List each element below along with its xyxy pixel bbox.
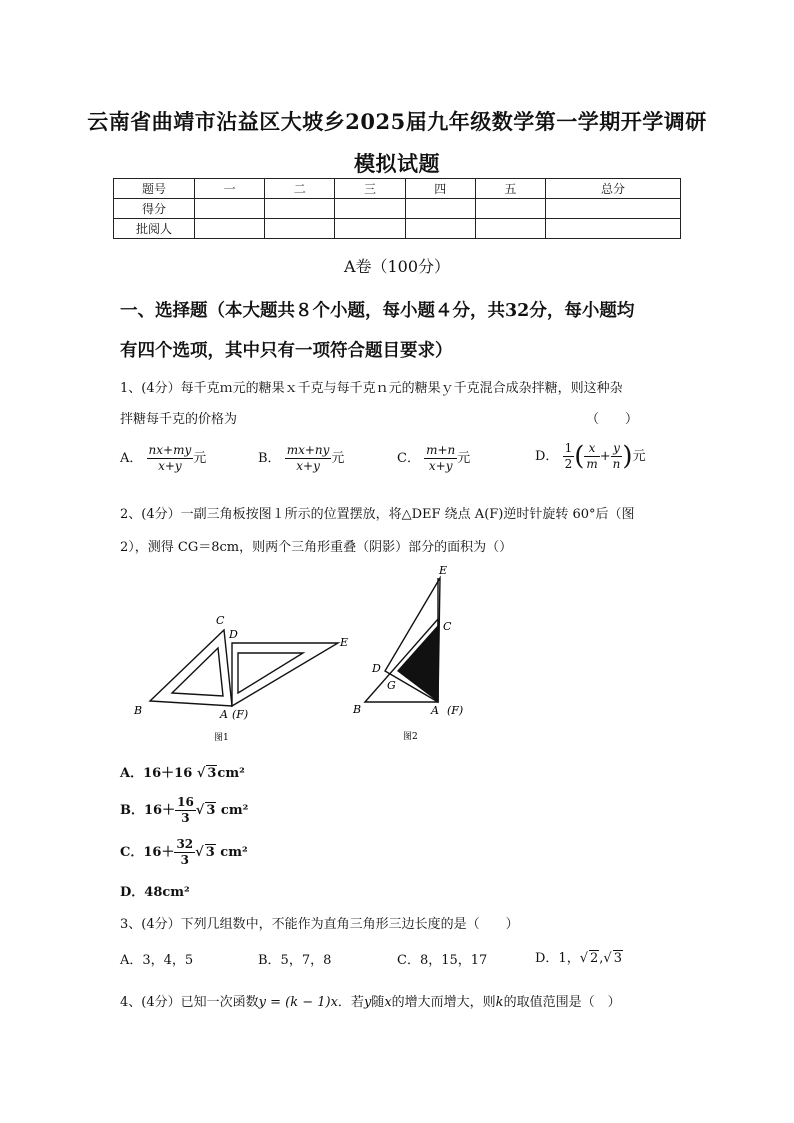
q1-option-a[interactable]: A． $\frac{nx+my}{x+y}$ 元: [120, 443, 207, 473]
q2-option-c[interactable]: C．16＋ $\frac{32}{3}$ √ 3 cm²: [120, 837, 248, 867]
score-cell[interactable]: [475, 199, 545, 219]
score-cell[interactable]: [265, 219, 335, 239]
option-label: C．: [397, 451, 420, 466]
fig2-label-g: G: [387, 679, 396, 692]
score-cell[interactable]: [335, 219, 405, 239]
q2-option-d[interactable]: D．48cm²: [120, 885, 190, 900]
q4-text: 4、(4分）已知一次函数y = (k − 1)x．若y随x的增大而增大，则k的取值范围是（ ）: [120, 995, 621, 1010]
q1-option-d[interactable]: D． $\frac{1}{2}$ ( $\frac{x}{m}$ + $\frac{y}{n}$ )元: [535, 441, 646, 472]
score-cell[interactable]: [405, 199, 475, 219]
exam-title-line2: 模拟试题: [354, 151, 440, 176]
score-header-cell: 五: [475, 179, 545, 199]
fig1-caption: 图1: [214, 733, 229, 743]
fraction: $\frac{nx+my}{x+y}$: [148, 443, 192, 473]
fig2-caption: 图2: [403, 732, 418, 742]
fig1-label-f: (F): [232, 708, 249, 721]
fig2-label-b: B: [353, 703, 362, 716]
score-row-label: 批阅人: [114, 219, 195, 239]
score-cell[interactable]: [405, 219, 475, 239]
option-label: A．: [120, 451, 143, 466]
option-label: D．: [535, 449, 559, 464]
score-cell[interactable]: [195, 219, 265, 239]
fig2-label-f: (F): [447, 704, 464, 717]
score-header-cell: 题号: [114, 179, 195, 199]
q1-text-line1: 1、(4分）每千克ｍ元的糖果ｘ千克与每千克ｎ元的糖果ｙ千克混合成杂拌糖，则这种杂: [120, 381, 623, 396]
score-header-cell: 一: [195, 179, 265, 199]
fig1-label-a: A: [220, 708, 228, 721]
score-cell[interactable]: [475, 219, 545, 239]
q2-option-b[interactable]: B．16＋ $\frac{16}{3}$ √ 3 cm²: [120, 795, 249, 825]
score-cell[interactable]: [546, 199, 681, 219]
fraction: $\frac{32}{3}$: [176, 837, 194, 867]
fig1-triangle-def-inner: [238, 653, 303, 693]
fig2-label-e: E: [439, 564, 448, 577]
score-table-header-row: [114, 179, 681, 199]
q1-option-c[interactable]: C． $\frac{m+n}{x+y}$ 元: [397, 443, 471, 473]
section1-heading-line1: 一、选择题（本大题共８个小题，每小题４分，共32分，每小题均: [120, 301, 635, 321]
q3-option-b[interactable]: B．5，7，8: [258, 953, 332, 968]
fraction: $\frac{x}{m}$: [586, 441, 598, 471]
volume-heading: A卷（100分）: [343, 257, 451, 276]
q1-text-line2: 拌糖每千克的价格为: [120, 412, 238, 427]
fig2-label-d: D: [372, 662, 381, 675]
q3-option-a[interactable]: A．3，4，5: [120, 953, 194, 968]
score-cell[interactable]: [546, 219, 681, 239]
score-table-row: [114, 219, 681, 239]
fig2-label-a: A: [431, 704, 439, 717]
fraction: $\frac{mx+ny}{x+y}$: [286, 443, 330, 473]
q2-text-line2: 2），测得 CG＝8cm，则两个三角形重叠（阴影）部分的面积为（）: [120, 540, 513, 555]
score-table: [113, 178, 681, 239]
q1-answer-paren: （ ）: [586, 412, 639, 427]
exam-title-line1: 云南省曲靖市沾益区大坡乡2025届九年级数学第一学期开学调研: [87, 109, 707, 134]
q3-option-d[interactable]: D．1，√ 2,√ 3: [535, 951, 622, 966]
q1-option-b[interactable]: B． $\frac{mx+ny}{x+y}$ 元: [258, 443, 345, 473]
fraction: $\frac{y}{n}$: [612, 441, 621, 471]
fraction: $\frac{1}{2}$: [564, 441, 573, 471]
score-cell[interactable]: [265, 199, 335, 219]
figure-2: [345, 562, 475, 747]
fig1-label-e: E: [340, 636, 349, 649]
score-table-row: [114, 199, 681, 219]
q2-option-a[interactable]: A．16＋16 √ 3cm²: [120, 766, 245, 781]
q3-option-c[interactable]: C．8，15，17: [397, 953, 488, 968]
score-row-label: 得分: [114, 199, 195, 219]
fraction: $\frac{m+n}{x+y}$: [426, 443, 456, 473]
q3-text: 3、(4分）下列几组数中，不能作为直角三角形三边长度的是（ ）: [120, 917, 519, 932]
score-header-cell: 四: [405, 179, 475, 199]
fraction: $\frac{16}{3}$: [177, 795, 194, 825]
q4-formula: y = (k − 1)x: [258, 995, 338, 1010]
score-header-cell: 二: [265, 179, 335, 199]
figure-1: [128, 608, 358, 748]
score-header-cell: 总分: [546, 179, 681, 199]
fig1-label-d: D: [229, 628, 238, 641]
q2-text-line1: 2、(4分）一副三角板按图１所示的位置摆放，将△DEF 绕点 A(F)逆时针旋转 60°后（图: [120, 507, 635, 522]
section1-heading-line2: 有四个选项，其中只有一项符合题目要求）: [120, 341, 453, 361]
option-label: B．: [258, 451, 281, 466]
fig2-label-c: C: [443, 620, 452, 633]
score-header-cell: 三: [335, 179, 405, 199]
fig1-label-c: C: [216, 614, 225, 627]
score-cell[interactable]: [195, 199, 265, 219]
fig1-label-b: B: [134, 704, 143, 717]
score-cell[interactable]: [335, 199, 405, 219]
